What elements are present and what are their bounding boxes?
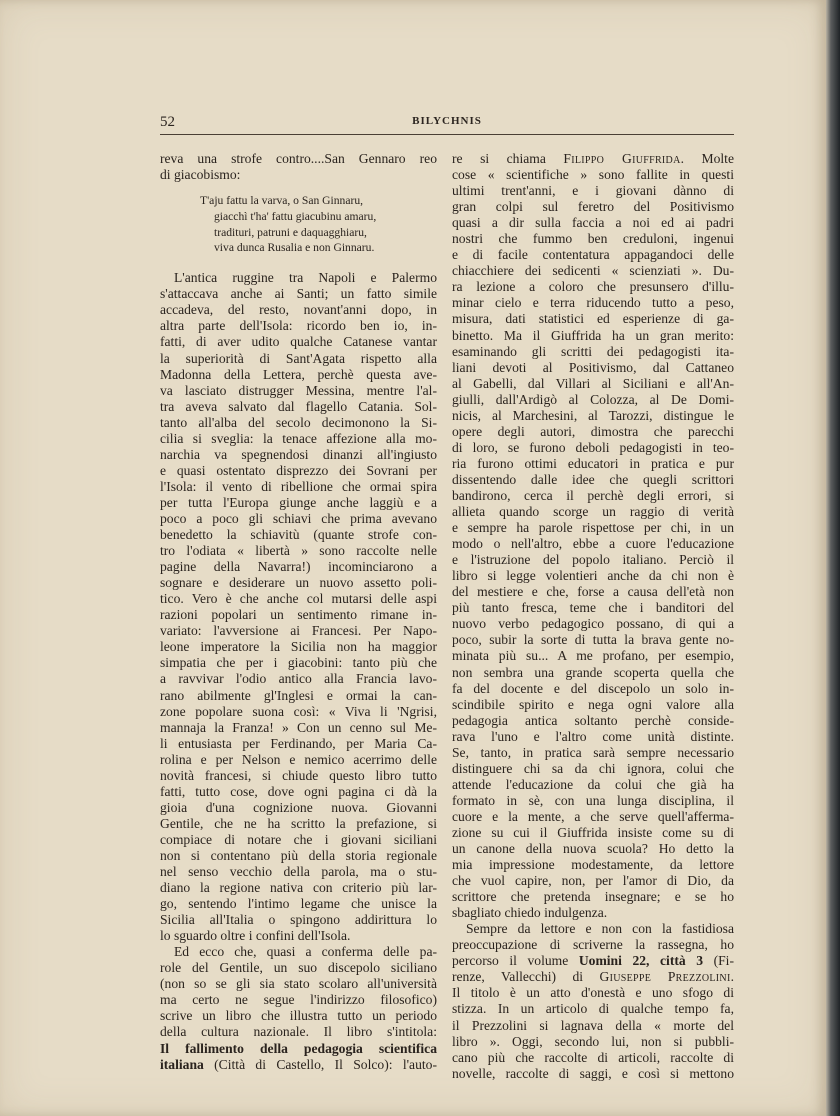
text-line: più tanto fresca, teme che i banditori del [452, 600, 734, 616]
text-line: novità francesi, si chiude questo libro tutto [160, 767, 437, 783]
text-line: go, sentendo l'intimo legame che unisce la [160, 896, 437, 912]
author-name: Filippo Giuffrida [563, 151, 681, 166]
author-line-pre: re si chiama [452, 151, 564, 166]
publisher-pre: renze, Vallecchi) di [452, 969, 600, 985]
text-line: razioni popolari un sentimento rimane in- [160, 607, 437, 623]
text-line: l'Isola: il vento di ribellione che ormai spira [160, 478, 437, 494]
text-line: il Prezzolini si lagnava della « morte del [452, 1017, 734, 1033]
text-line: chiacchiere dei sedicenti « scienziati ». Du- [452, 263, 734, 279]
text-line: e quasi ostentato disprezzo dei Sovrani per [160, 462, 437, 478]
text-line: Ed ecco che, quasi a conferma delle pa- [174, 944, 437, 960]
text-line: scrittore che pretenda insegnare; e se ho [452, 889, 734, 905]
text-line: misura, dati statistici ed esperienze di ga- [452, 311, 734, 327]
text-line: tradituri, patruni e daquagghiaru, [214, 225, 367, 239]
text-line: del mestiere e che, forse a causa dell'età non [452, 584, 734, 600]
paragraph-giuffrida [452, 167, 734, 921]
book-title-end: italiana [160, 1056, 204, 1072]
text-line: pedagogia antica soltanto perchè conside- [452, 712, 734, 728]
text-line: leone imperatore la Sicilia non ha maggior [160, 639, 437, 655]
text-line: Sicilia all'Italia o spingono addirittura lo [160, 912, 437, 928]
text-line: per tutta l'Europa giunge anche laggiù e a [160, 494, 437, 510]
text-line: nicis, al Marchesini, al Tarozzi, distingue le [452, 407, 734, 423]
text-line: minar cielo e terra riducendo tutto a peso, [452, 295, 734, 311]
text-line: benedetto la schiavitù (quante strofe con- [160, 527, 437, 543]
text-line: tanto all'alba del secolo decimonono la Si- [160, 414, 437, 430]
text-line: e di facile contentatura appagandoci delle [452, 247, 734, 263]
text-line: scindibile spirito e nega ogni valore alla [452, 696, 734, 712]
text-line: minata più su... A me profano, per esempio, [452, 648, 734, 664]
prezzolini-line-4 [452, 969, 734, 985]
text-line: ra lezione a coloro che presunsero d'illu- [452, 279, 734, 295]
text-line: diano la regione nativa con criterio più lar- [160, 880, 437, 896]
paragraph-antica-ruggine [160, 270, 437, 944]
text-line: tico. Vero è che anche col mutarsi delle aspi [160, 591, 437, 607]
text-line: altra parte dell'Isola: ricordo ben io, in- [160, 318, 437, 334]
text-line: giulli, dall'Ardigò al Colozza, al De Domi- [452, 391, 734, 407]
text-line: libro si legge volentieri anche da chi non è [452, 568, 734, 584]
book-title-line: Il fallimento della pedagogia scientifica [160, 1040, 437, 1056]
text-line: cuore e la mente, a che serve quell'afferma- [452, 808, 734, 824]
prezzolini-line-2: preoccupazione di scriverne la rassegna, ho [452, 937, 734, 953]
text-line: quasi a dir sulla faccia a noi ed ai padri [452, 215, 734, 231]
text-line: (non so se gli sia stato scolaro all'università [160, 976, 437, 992]
text-line: compiace di notare che i giovani siciliani [160, 831, 437, 847]
running-title: BILYCHNIS [412, 115, 482, 127]
text-line: sbagliato chiedo indulgenza. [452, 905, 608, 921]
volume-pre: percorso il volume [452, 953, 579, 969]
prezzolini-name: Giuseppe Prezzolini [599, 969, 731, 985]
text-line: e sempre ha parole rispettose per chi, in un [452, 520, 734, 536]
text-line: mia impressione modestamente, da lettore [452, 857, 734, 873]
volume-post: (Fi- [703, 953, 734, 969]
text-line: rano abilmente gl'Inglesi e ormai la can- [160, 687, 437, 703]
text-line: reva una strofe contro....San Gennaro reo [160, 151, 437, 166]
text-line: non sembra una grande scoperta quella che [452, 664, 734, 680]
text-line: Se, tanto, in pratica sarà sempre necessario [452, 744, 734, 760]
text-line: Il titolo è un atto d'onestà e uno sfogo di [452, 985, 734, 1001]
text-line: rolina e per Nelson e nemico acerrimo delle [160, 751, 437, 767]
author-line-post: . Molte [680, 151, 734, 166]
text-line: fatti, di aver udito qualche Catanese vantar [160, 334, 437, 350]
text-line: la superiorità di Sant'Agata rispetto alla [160, 350, 437, 366]
right-column [452, 151, 734, 1082]
text-line: sognare e desiderare un nuovo assetto poli- [160, 575, 437, 591]
text-line: nuovo verbo pedagogico possano, di qui a [452, 616, 734, 632]
text-line: mannaja la Franza! » Con un cenno sul Me- [160, 719, 437, 735]
text-line: e l'istruzione del popolo italiano. Perciò il [452, 552, 734, 568]
text-line: giacchì t'ha' fattu giacubinu amaru, [214, 209, 377, 223]
author-line [452, 151, 734, 167]
text-line: zone popolare suona così: « Viva li 'Ngrisi, [160, 703, 437, 719]
text-line: novelle, raccolte di saggi, e così si mettono [452, 1065, 734, 1081]
text-line: fa del docente e del discepolo un solo in- [452, 680, 734, 696]
text-line: binetto. Ma il Giuffrida ha un gran merito: [452, 327, 734, 343]
page-number: 52 [160, 114, 175, 130]
text-line: poco a poco gli schiavi che prima avevano [160, 510, 437, 526]
prezzolini-line-3 [452, 953, 734, 969]
text-line: un canone della nuova scuola? Ho detto la [452, 841, 734, 857]
text-line: esaminando gli scritti dei pedagogisti ita- [452, 343, 734, 359]
text-line: bandirono, cerca il perchè degli errori, si [452, 487, 734, 503]
text-line: libro ». Oggi, secondo lui, non si pubbli- [452, 1033, 734, 1049]
text-line: tro l'odiata « libertà » sono raccolte nelle [160, 543, 437, 559]
text-line: scrive un libro che illustra tutto un periodo [160, 1008, 437, 1024]
text-line: nel senso vecchio della parola, ma o stu- [160, 864, 437, 880]
text-line: s'attaccava anche ai Santi; un fatto simile [160, 286, 437, 302]
text-line: gioia d'una cognizione nuova. Giovanni [160, 799, 437, 815]
text-line: poco, subir la sorte di tutta la brava gente no- [452, 632, 734, 648]
text-line: viva dunca Rusalia e non Ginnaru. [214, 241, 375, 255]
text-line: modo o nell'altro, ebbe a cuore l'educazione [452, 536, 734, 552]
text-line: della cultura nazionale. Il libro s'intitola: [160, 1024, 437, 1040]
dialect-verse [200, 193, 437, 256]
text-line: che vuol capire, non, per l'amor di Dio, da [452, 873, 734, 889]
text-line: zione su cui il Giuffrida insiste come su di [452, 824, 734, 840]
page-header [160, 114, 734, 132]
text-line: Gentile, che ne ha scritto la prefazione, si [160, 815, 437, 831]
text-line: cose « scientifiche » sono fallite in questi [452, 167, 734, 183]
text-line: liani devoti al Positivismo, dal Cattaneo [452, 359, 734, 375]
intro-text [160, 151, 437, 183]
text-line: rava l'uno e l'altro come unità distinte. [452, 728, 734, 744]
text-line: cilia si sveglia: la tenace affezione alla mo- [160, 430, 437, 446]
text-line: opere degli autori, dimostra che parecchi [452, 423, 734, 439]
text-line: va lasciato distrugger Messina, mentre l'al- [160, 382, 437, 398]
text-line: al Gabelli, dal Villari al Siciliani e all'An- [452, 375, 734, 391]
volume-title: Uomini 22, città 3 [578, 953, 704, 969]
text-line: T'aju fattu la varva, o San Ginnaru, [200, 194, 364, 208]
text-line: dissentendo dalle idee che quegli scrittori [452, 471, 734, 487]
text-line: distinguere chi sa da chi ignora, colui che [452, 760, 734, 776]
text-line: li entusiasta per Ferdinando, per Maria Ca- [160, 735, 437, 751]
text-line: gran colpi sul feretro del Positivismo [452, 199, 734, 215]
text-line: accadeva, del resto, novant'anni dopo, in [160, 302, 437, 318]
text-line: allieta quando scorge un raggio di verità [452, 504, 734, 520]
text-line: tra aveva salvato dal flagello Catania. Sol- [160, 398, 437, 414]
text-line: Madonna della Lettera, perchè questa ave- [160, 366, 437, 382]
book-publisher: (Città di Castello, Il Solco): l'auto- [203, 1056, 437, 1072]
text-line: fatti, tutto cose, dove ogni pagina ci dà la [160, 783, 437, 799]
page-edge [826, 0, 840, 1116]
left-column [160, 151, 437, 1073]
text-line: attende l'educazione da colui che già ha [452, 776, 734, 792]
text-line: L'antica ruggine tra Napoli e Palermo [174, 270, 437, 286]
text-line: pagine della Navarra!) incominciarono a [160, 559, 437, 575]
text-line: di loro, se furono deboli pedagogisti in teo- [452, 439, 734, 455]
paragraph-ed-ecco [160, 944, 437, 1072]
header-rule [160, 134, 734, 135]
publisher-post: . [730, 969, 734, 985]
text-line: cano più che raccolte di articoli, raccolte di [452, 1049, 734, 1065]
text-line: ultimi trent'anni, e i giovani dànno di [452, 183, 734, 199]
text-line: lo sguardo oltre i confini dell'Isola. [160, 928, 351, 944]
text-line: stizza. In un articolo di qualche tempo fa, [452, 1001, 734, 1017]
text-line: variato: l'avversione ai Francesi. Per Napo- [160, 623, 437, 639]
prezzolini-line-1: Sempre da lettore e non con la fastidiosa [466, 921, 734, 937]
text-line: narchia va spegnendosi dinanzi all'ingiusto [160, 446, 437, 462]
text-line: nostri che fummo ben creduloni, ingenui [452, 231, 734, 247]
book-title-tail-line [160, 1057, 437, 1073]
text-line: ma certo ne segue l'indirizzo filosofico) [160, 992, 437, 1008]
text-line: non si contentano più della storia regionale [160, 847, 437, 863]
text-line: role del Gentile, un suo discepolo siciliano [160, 960, 437, 976]
paragraph-prezzolini [452, 921, 734, 1081]
text-line: simpatia che per i giacobini: tanto più che [160, 655, 437, 671]
text-line: formato in sè, con una lunga disciplina, il [452, 792, 734, 808]
text-line: a ravvivar l'odio antico alla Francia lavo- [160, 671, 437, 687]
text-line: ria furono ottimi educatori in pratica e pur [452, 455, 734, 471]
text-line: di giacobismo: [160, 167, 241, 183]
